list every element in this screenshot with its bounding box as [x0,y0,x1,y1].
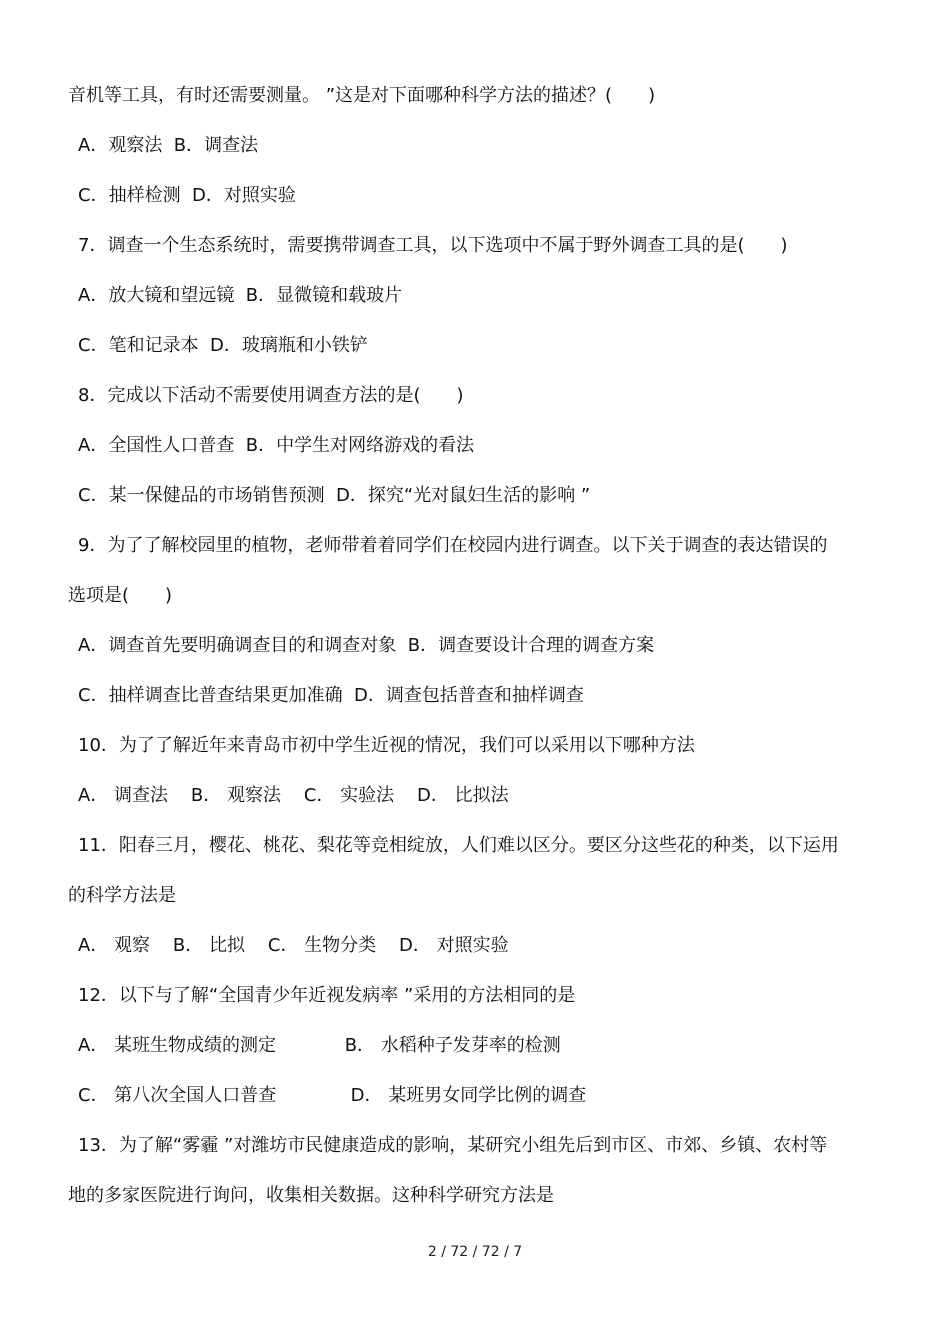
question-12: 12．以下与了解“全国青少年近视发病率 ”采用的方法相同的是 [78,985,576,1006]
text-line: 音机等工具，有时还需要测量。 ”这是对下面哪种科学方法的描述？( ) [68,85,656,106]
option-line: C．抽样调查比普查结果更加准确 D．调查包括普查和抽样调查 [78,685,584,706]
option-line: C．抽样检测 D．对照实验 [78,185,296,206]
question-13: 13．为了解“雾霾 ”对潍坊市民健康造成的影响，某研究小组先后到市区、市郊、乡镇、农村等 [78,1135,828,1156]
question-11-cont: 的科学方法是 [68,885,176,906]
question-9-cont: 选项是( ) [68,585,173,606]
question-10: 10．为了了解近年来青岛市初中学生近视的情况，我们可以采用以下哪种方法 [78,735,695,756]
option-line: A．放大镜和望远镜 B．显微镜和载玻片 [78,285,403,306]
question-8: 8．完成以下活动不需要使用调查方法的是( ) [78,385,464,406]
question-11: 11．阳春三月，樱花、桃花、梨花等竞相绽放，人们难以区分。要区分这些花的种类，以下运用 [78,835,839,856]
option-line: C．某一保健品的市场销售预测 D．探究“光对鼠妇生活的影响 ” [78,485,591,506]
question-9: 9．为了了解校园里的植物，老师带着着同学们在校园内进行调查。以下关于调查的表达错误的 [78,535,828,556]
option-line: A． 观察 B． 比拟 C． 生物分类 D． 对照实验 [78,935,509,956]
option-line: A．观察法 B．调查法 [78,135,259,156]
question-13-cont: 地的多家医院进行询问，收集相关数据。这种科学研究方法是 [68,1185,554,1206]
option-line: C．笔和记录本 D．玻璃瓶和小铁铲 [78,335,368,356]
option-line: A．全国性人口普查 B．中学生对网络游戏的看法 [78,435,475,456]
option-line: A． 调查法 B． 观察法 C． 实验法 D． 比拟法 [78,785,509,806]
option-line: A．调查首先要明确调查目的和调查对象 B．调查要设计合理的调查方案 [78,635,655,656]
option-line: C． 第八次全国人口普查 D． 某班男女同学比例的调查 [78,1085,587,1106]
option-line: A． 某班生物成绩的测定 B． 水稻种子发芽率的检测 [78,1035,561,1056]
page-number: 2 / 72 / 72 / 7 [427,1244,523,1260]
question-7: 7．调查一个生态系统时，需要携带调查工具，以下选项中不属于野外调查工具的是( ) [78,235,788,256]
